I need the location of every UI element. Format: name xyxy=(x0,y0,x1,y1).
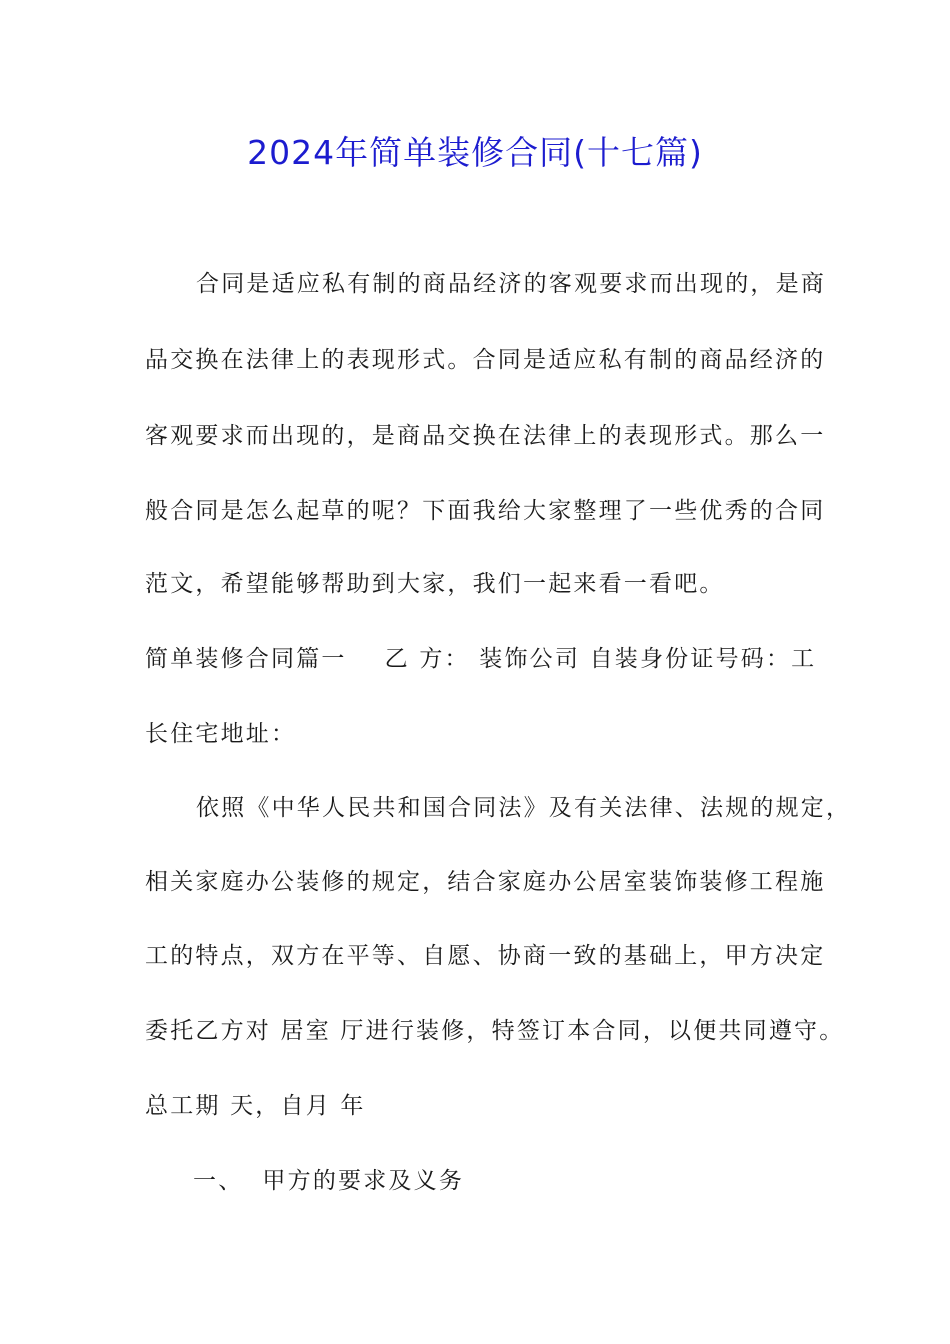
document-title: 2024年简单装修合同(十七篇) xyxy=(247,133,703,172)
paragraph-intro-line-2: 品交换在法律上的表现形式。合同是适应私有制的商品经济的 xyxy=(145,347,826,373)
paragraph-intro-line-4: 般合同是怎么起草的呢？下面我给大家整理了一些优秀的合同 xyxy=(145,498,826,524)
contract-header-line-2: 长住宅地址： xyxy=(145,721,297,747)
paragraph-basis-line-1: 依照《中华人民共和国合同法》及有关法律、法规的规定， xyxy=(196,795,852,821)
paragraph-intro-line-3: 客观要求而出现的，是商品交换在法律上的表现形式。那么一 xyxy=(145,423,826,449)
schedule-line: 总工期 天，自月 年 xyxy=(145,1093,366,1119)
paragraph-intro-line-5: 范文，希望能够帮助到大家，我们一起来看一看吧。 xyxy=(145,571,725,597)
paragraph-basis-line-4: 委托乙方对 居室 厅进行装修，特签订本合同，以便共同遵守。 xyxy=(145,1018,845,1044)
paragraph-intro-line-1: 合同是适应私有制的商品经济的客观要求而出现的，是商 xyxy=(196,271,826,297)
contract-header-line-1: 简单装修合同篇一 乙 方： 装饰公司 自装身份证号码：工 xyxy=(145,646,817,672)
paragraph-basis-line-3: 工的特点，双方在平等、自愿、协商一致的基础上，甲方决定 xyxy=(145,943,826,969)
section-heading-1: 一、 甲方的要求及义务 xyxy=(193,1168,465,1194)
paragraph-basis-line-2: 相关家庭办公装修的规定，结合家庭办公居室装饰装修工程施 xyxy=(145,869,826,895)
